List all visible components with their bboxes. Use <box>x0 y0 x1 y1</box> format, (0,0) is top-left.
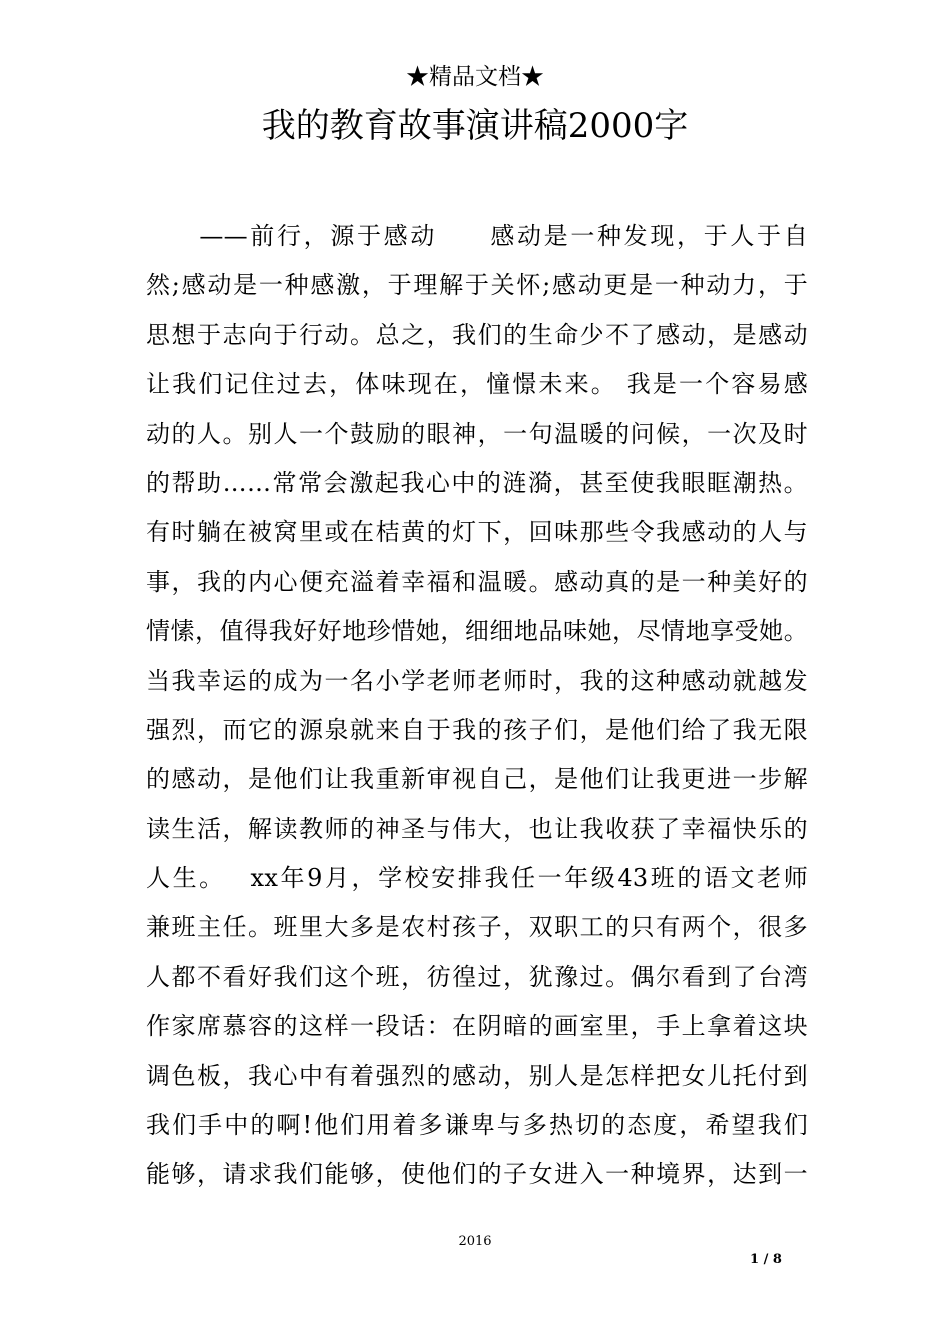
body-line: 的帮助……常常会激起我心中的涟漪，甚至使我眼眶潮热。 <box>146 468 808 497</box>
header-banner: ★精品文档★ <box>406 64 544 90</box>
body-line: 有时躺在被窝里或在桔黄的灯下，回味那些令我感动的人与 <box>146 518 808 547</box>
body-line: 能够，请求我们能够，使他们的子女进入一种境界，达到一 <box>146 1160 808 1189</box>
body-line: 强烈，而它的源泉就来自于我的孩子们，是他们给了我无限 <box>146 715 808 744</box>
body-line: 兼班主任。班里大多是农村孩子，双职工的只有两个，很多 <box>146 913 808 942</box>
body-line: 读生活，解读教师的神圣与伟大，也让我收获了幸福快乐的 <box>146 814 808 843</box>
footer-year: 2016 <box>458 1234 492 1249</box>
body-line: 思想于志向于行动。总之，我们的生命少不了感动，是感动 <box>146 320 808 349</box>
page-number: 1 / 8 <box>750 1252 782 1267</box>
body-line: 调色板，我心中有着强烈的感动，别人是怎样把女儿托付到 <box>146 1061 808 1090</box>
body-line: 事，我的内心便充溢着幸福和温暖。感动真的是一种美好的 <box>146 567 808 596</box>
body-line: 情愫，值得我好好地珍惜她，细细地品味她，尽情地享受她。 <box>146 617 808 646</box>
body-line: 人生。 xx年9月，学校安排我任一年级43班的语文老师 <box>146 864 808 893</box>
body-line: ——前行，源于感动 感动是一种发现，于人于自 <box>146 222 808 250</box>
body-line: 动的人。别人一个鼓励的眼神，一句温暖的问候，一次及时 <box>146 419 808 448</box>
body-line: 作家席慕容的这样一段话：在阴暗的画室里，手上拿着这块 <box>146 1012 808 1041</box>
body-line: 我们手中的啊!他们用着多谦卑与多热切的态度，希望我们 <box>146 1111 808 1140</box>
body-line: 人都不看好我们这个班，彷徨过，犹豫过。偶尔看到了台湾 <box>146 962 808 991</box>
body-text <box>146 212 808 1200</box>
body-line: 让我们记住过去，体味现在，憧憬未来。 我是一个容易感 <box>146 370 808 399</box>
body-line: 当我幸运的成为一名小学老师老师时，我的这种感动就越发 <box>146 666 808 695</box>
body-line: 然;感动是一种感激，于理解于关怀;感动更是一种动力，于 <box>146 271 808 300</box>
body-line: 的感动，是他们让我重新审视自己，是他们让我更进一步解 <box>146 765 808 794</box>
document-title: 我的教育故事演讲稿2000字 <box>261 106 689 146</box>
